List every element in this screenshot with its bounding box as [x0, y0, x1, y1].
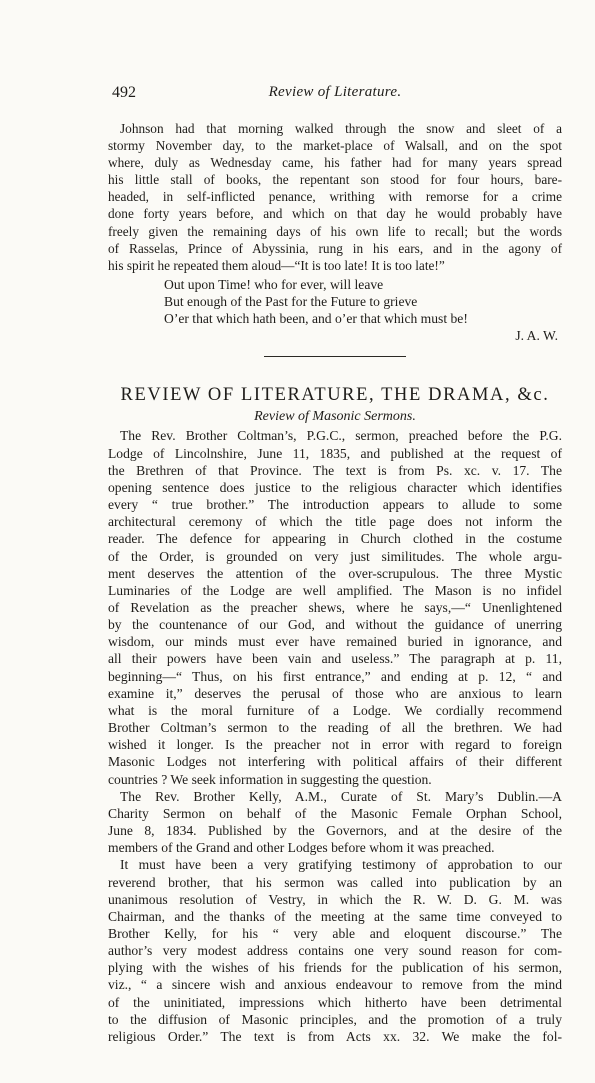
text-line: to the diffusion of Masonic principles, and the promotion of a truly — [108, 1011, 562, 1027]
poem-line: But enough of the Past for the Future to grieve — [164, 294, 418, 310]
poem-line: O’er that which hath been, and o’er that which must be! — [164, 311, 468, 327]
poem-verse — [164, 276, 562, 328]
text-line: June 8, 1834. Published by the Governors, and at the desire of the — [108, 823, 562, 839]
text-line: members of the Grand and other Lodges before whom it was preached. — [108, 840, 495, 856]
text-line: freely given the remaining days of his own life to recall; but the words — [108, 223, 562, 239]
text-line: beginning—“ Thus, on his first entrance,” and ending at p. 12, “ and — [108, 668, 562, 684]
text-line: It must have been a very gratifying testimony of approbation to our — [120, 857, 562, 873]
text-line: Brother Kelly, for his “ very able and eloquent discourse.” The — [108, 925, 562, 941]
text-line: The Rev. Brother Kelly, A.M., Curate of St. Mary’s Dublin.—A — [120, 788, 562, 804]
text-line: plying with the wishes of his friends for the publication of his sermon, — [108, 960, 562, 976]
text-line: examine it,” deserves the perusal of those who are anxious to learn — [108, 685, 562, 701]
text-line: Brother Coltman’s sermon to the reading of all the brethren. We had — [108, 720, 562, 736]
text-line: of the uninitiated, impressions which hitherto have been detrimental — [108, 994, 562, 1010]
text-line: done forty years before, and which on that day he would probably have — [108, 206, 562, 222]
text-line: ment deserves the attention of the over-scrupulous. The three Mystic — [108, 565, 562, 581]
text-line: Charity Sermon on behalf of the Masonic Female Orphan School, — [108, 805, 562, 821]
text-line: his spirit he repeated them aloud—“It is too late! It is too late!” — [108, 257, 445, 273]
text-line: of Revelation as the preacher shews, where he says,—“ Unenlightened — [108, 600, 562, 616]
text-line: the Brethren of that Province. The text is from Ps. xc. v. 17. The — [108, 462, 562, 478]
text-line: his little stall of books, the repentant son stood for four hours, bare- — [108, 172, 562, 188]
text-line: of Rasselas, Prince of Abyssinia, rung in his ears, and in the agony of — [108, 240, 562, 256]
page — [108, 84, 562, 1045]
text-line: every “ true brother.” The introduction appears to allude to some — [108, 497, 562, 513]
text-line: Lodge of Lincolnshire, June 11, 1835, and published at the request of — [108, 445, 562, 461]
text-line: reverend brother, that his sermon was called into publication by an — [108, 874, 562, 890]
text-line: Chairman, and the thanks of the meeting at the same time conveyed to — [108, 908, 562, 924]
text-line: Johnson had that morning walked through the snow and sleet of a — [120, 121, 562, 136]
text-line: The Rev. Brother Coltman’s, P.G.C., sermon, preached before the P.G. — [120, 428, 562, 444]
poem-line: Out upon Time! who for ever, will leave — [164, 276, 384, 292]
page-number: 492 — [112, 84, 136, 101]
intro-paragraph — [108, 120, 562, 274]
text-line: of the Order, is grounded on very just similitudes. The whole argu- — [108, 548, 562, 564]
text-line: Luminaries of the Lodge are well amplified. The Mason is no infidel — [108, 582, 562, 598]
text-line: what is the moral furniture of a Lodge. We cordially recommend — [108, 702, 562, 718]
text-line: Masonic Lodges not interfering with political affairs of their different — [108, 754, 562, 770]
text-line: reader. The defence for appearing in Church clothed in the costume — [108, 531, 562, 547]
section-subtitle: Review of Masonic Sermons. — [254, 409, 416, 425]
review-body — [108, 427, 562, 1045]
text-line: where, duly as Wednesday came, his father had for many years spread — [108, 155, 562, 171]
section-title: REVIEW OF LITERATURE, THE DRAMA, &c. — [120, 385, 550, 406]
text-line: countries ? We seek information in suggesting the question. — [108, 771, 432, 787]
text-line: wisdom, our minds must ever have remained buried in ignorance, and — [108, 634, 562, 650]
page-header — [108, 84, 562, 106]
running-title: Review of Literature. — [268, 84, 402, 100]
text-line: by the countenance of our God, and without the guidance of unerring — [108, 617, 562, 633]
text-line: wished it longer. Is the preacher not in error with regard to foreign — [108, 737, 562, 753]
author-signature: J. A. W. — [515, 328, 558, 344]
text-line: stormy November day, to the market-place of Walsall, and on the spot — [108, 138, 562, 154]
text-line: unanimous resolution of Vestry, in which the R. W. D. G. M. was — [108, 891, 562, 907]
text-line: headed, in self-inflicted penance, writhing with remorse for a crime — [108, 189, 562, 205]
text-line: author’s very modest address contains one very sound reason for com- — [108, 943, 562, 959]
text-line: religious Order.” The text is from Acts xx. 32. We make the fol- — [108, 1028, 562, 1044]
text-line: opening sentence does justice to the religious character which identifies — [108, 479, 562, 495]
text-line: viz., “ a sincere wish and anxious endeavour to remove from the mind — [108, 977, 562, 993]
text-line: all their powers have been vain and useless.” The paragraph at p. 11, — [108, 651, 562, 667]
text-line: architectural ceremony of which the title page does not inform the — [108, 514, 562, 530]
section-divider — [264, 356, 406, 357]
